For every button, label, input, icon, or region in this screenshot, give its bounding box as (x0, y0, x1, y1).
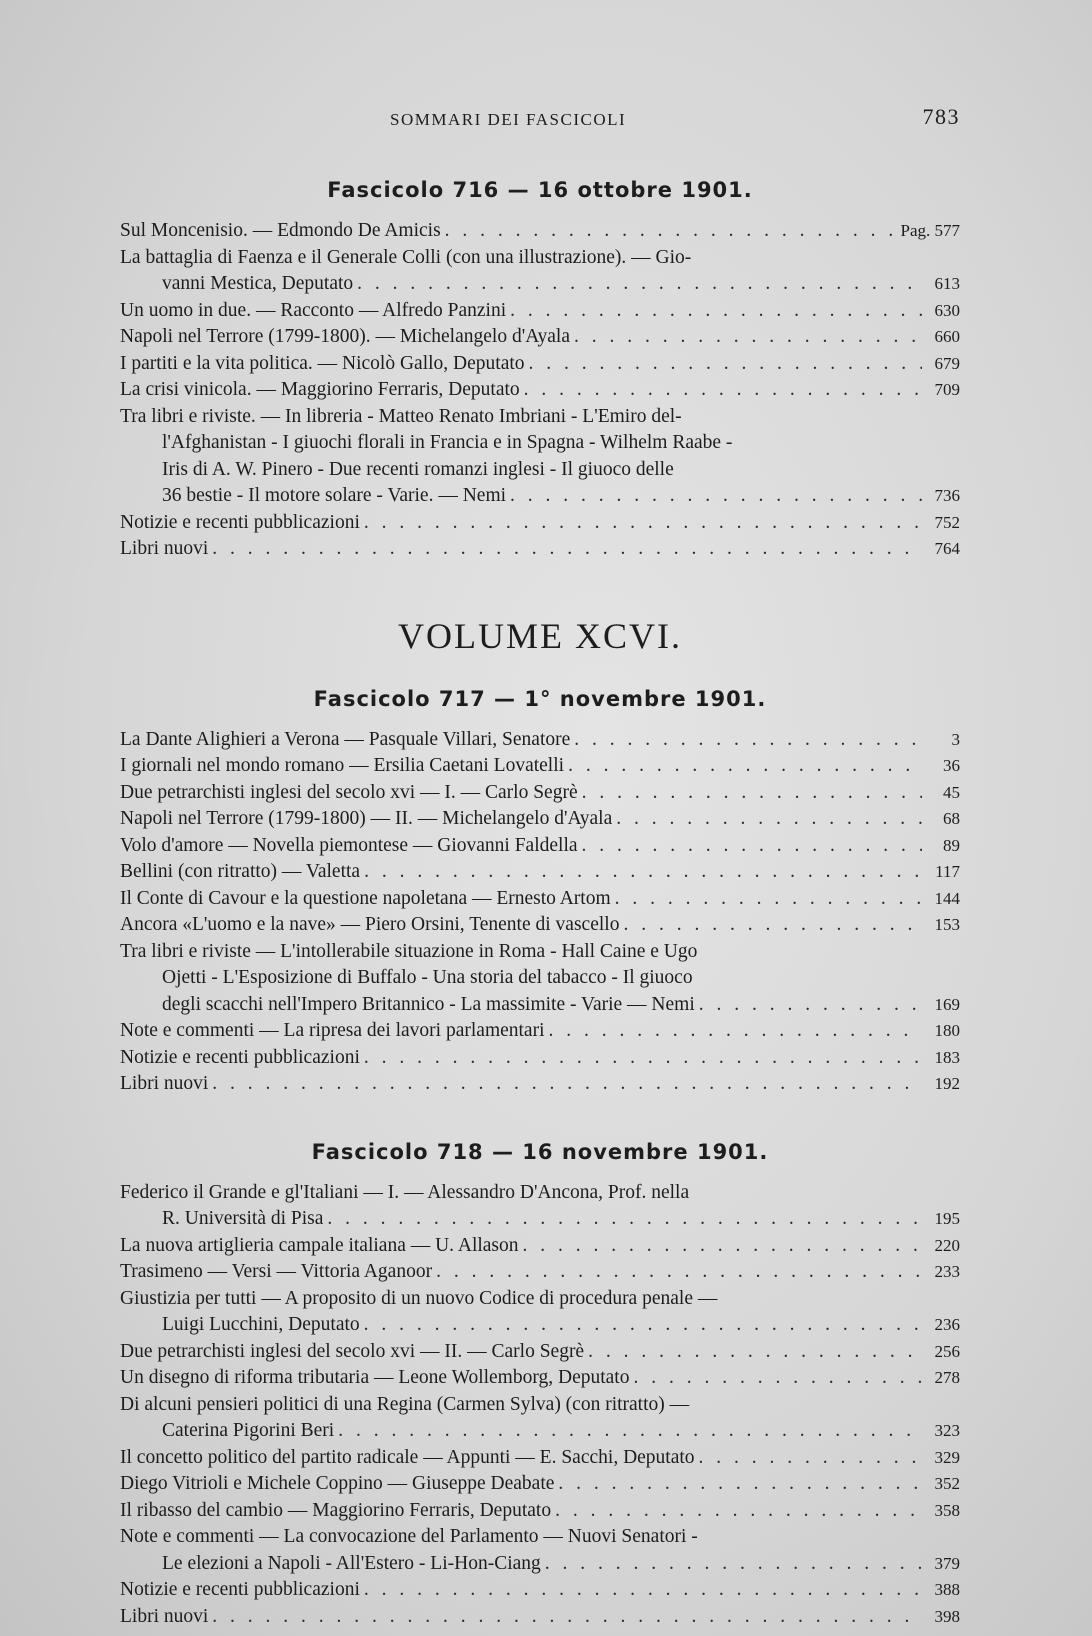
dot-leader (364, 859, 922, 886)
dot-leader (212, 1604, 922, 1631)
toc-entry (120, 886, 960, 913)
dot-leader (510, 483, 922, 510)
entry-page-number: 195 (934, 1209, 960, 1228)
dot-leader (549, 1018, 923, 1045)
dot-leader (558, 1471, 922, 1498)
dot-leader (574, 324, 922, 351)
toc-entry (120, 1365, 960, 1392)
entry-text: I partiti e la vita politica. — Nicolò Gallo, Deputato (120, 352, 525, 374)
entry-page-number: 660 (934, 327, 960, 346)
toc-entry (120, 1045, 960, 1072)
dot-leader (524, 377, 922, 404)
dot-leader (633, 1365, 922, 1392)
entry-text: Notizie e recenti pubblicazioni (120, 1046, 360, 1068)
entry-text: Libri nuovi (120, 1073, 209, 1094)
entry-text: Tra libri e riviste — L'intollerabile situazione in Roma - Hall Caine e Ugo (120, 940, 698, 962)
toc-entry (120, 833, 960, 860)
entry-page-number: 388 (934, 1580, 960, 1599)
entry-page-number: 180 (934, 1021, 960, 1040)
entry-text: l'Afghanistan - I giuochi florali in Francia e in Spagna - Wilhelm Raabe - (162, 432, 733, 453)
toc-entry (120, 1392, 960, 1445)
dot-leader (364, 510, 922, 537)
entry-page-number: 45 (943, 782, 960, 802)
entry-text: Libri nuovi (120, 1605, 209, 1627)
entry-text: Napoli nel Terrore (1799-1800). — Michelangelo d'Ayala (120, 326, 570, 347)
fascicolo-heading: Fascicolo 718 — 16 novembre 1901. (311, 1139, 769, 1164)
entry-page-number: 329 (934, 1447, 960, 1467)
dot-leader (364, 1312, 922, 1339)
entry-page-number: 352 (934, 1474, 960, 1493)
entry-page-number: 220 (934, 1235, 960, 1255)
entry-text: I giornali nel mondo romano — Ersilia Caetani Lovatelli (120, 755, 565, 776)
toc-entry (120, 377, 960, 404)
toc-list (120, 218, 960, 563)
dot-leader (445, 218, 897, 245)
entry-text: Libri nuovi (120, 538, 209, 559)
entry-text: La battaglia di Faenza e il Generale Colli (con una illustrazione). — Gio- (120, 246, 692, 268)
toc-entry (120, 1286, 960, 1339)
toc-list (120, 1180, 960, 1631)
entry-page-number: 169 (934, 994, 960, 1014)
entry-page-number: 236 (934, 1315, 960, 1334)
entry-page-number: 679 (934, 353, 960, 373)
entry-page-number: 736 (934, 486, 960, 505)
dot-leader (545, 1551, 922, 1578)
fascicolo-heading: Fascicolo 717 — 1° novembre 1901. (313, 686, 767, 711)
volume-heading: VOLUME XCVI. (398, 615, 682, 656)
toc-entry (120, 939, 960, 1019)
entry-page-number: 379 (934, 1553, 960, 1573)
entry-text: Diego Vitrioli e Michele Coppino — Giuseppe Deabate (120, 1473, 555, 1494)
toc-entry (120, 404, 960, 510)
entry-text: Trasimeno — Versi — Vittoria Aganoor (120, 1261, 433, 1282)
entry-text: degli scacchi nell'Impero Britannico - La massimite - Varie — Nemi (162, 993, 695, 1015)
dot-leader (582, 833, 922, 860)
entry-page-number: 709 (934, 380, 960, 399)
toc-entry (120, 1524, 960, 1577)
entry-text: Federico il Grande e gl'Italiani — I. — Alessandro D'Ancona, Prof. nella (120, 1181, 690, 1203)
entry-page-number: 398 (934, 1606, 960, 1626)
entry-page-number: 183 (934, 1047, 960, 1067)
entry-text: Note e commenti — La ripresa dei lavori parlamentari (120, 1020, 545, 1041)
entry-text: Il concetto politico del partito radicale — Appunti — E. Sacchi, Deputato (120, 1446, 695, 1468)
entry-text: Il ribasso del cambio — Maggiorino Ferraris, Deputato (120, 1499, 552, 1521)
dot-leader (582, 780, 922, 807)
entry-text: Tra libri e riviste. — In libreria - Matteo Renato Imbriani - L'Emiro del- (120, 405, 682, 427)
entry-text: Note e commenti — La convocazione del Parlamento — Nuovi Senatori - (120, 1526, 698, 1547)
entry-text: Un disegno di riforma tributaria — Leone Wollemborg, Deputato (120, 1367, 630, 1388)
entry-text: Giustizia per tutti — A proposito di un nuovo Codice di procedura penale — (120, 1287, 718, 1309)
toc-entry (120, 753, 960, 780)
running-head (120, 0, 960, 178)
entry-text: 36 bestie - Il motore solare - Varie. — Nemi (162, 485, 507, 506)
entry-text: Di alcuni pensieri politici di una Regina (Carmen Sylva) (con ritratto) — (120, 1393, 690, 1415)
dot-leader (623, 912, 922, 939)
toc-entry (120, 1498, 960, 1525)
dot-leader (510, 298, 922, 325)
dot-leader (212, 536, 922, 563)
table-of-contents (120, 178, 960, 1630)
entry-text: Notizie e recenti pubblicazioni (120, 511, 360, 533)
entry-page-number: 68 (943, 809, 960, 828)
page-number: 783 (922, 104, 960, 129)
toc-entry (120, 1577, 960, 1604)
entry-page-number: 256 (934, 1341, 960, 1361)
dot-leader (357, 271, 922, 298)
entry-text: Iris di A. W. Pinero - Due recenti romanzi inglesi - Il giuoco delle (162, 458, 674, 480)
entry-text: Il Conte di Cavour e la questione napoletana — Ernesto Artom (120, 887, 611, 909)
entry-text: vanni Mestica, Deputato (162, 273, 354, 294)
entry-text: Due petrarchisti inglesi del secolo xvi — I. — Carlo Segrè (120, 781, 578, 803)
entry-text: Bellini (con ritratto) — Valetta (120, 861, 361, 882)
entry-page-number: 358 (934, 1500, 960, 1520)
entry-page-number: 323 (934, 1421, 960, 1440)
toc-entry (120, 1339, 960, 1366)
dot-leader (523, 1233, 922, 1260)
toc-entry (120, 1471, 960, 1498)
dot-leader (364, 1577, 922, 1604)
toc-entry (120, 1018, 960, 1045)
entry-text: Luigi Lucchini, Deputato (162, 1314, 360, 1335)
entry-text: R. Università di Pisa (162, 1208, 324, 1229)
toc-list (120, 727, 960, 1098)
toc-entry (120, 324, 960, 351)
entry-page-number: 89 (943, 835, 960, 855)
entry-text: La crisi vinicola. — Maggiorino Ferraris, Deputato (120, 379, 520, 400)
toc-entry (120, 780, 960, 807)
toc-entry (120, 1233, 960, 1260)
dot-leader (588, 1339, 922, 1366)
dot-leader (555, 1498, 922, 1525)
dot-leader (699, 1445, 922, 1472)
dot-leader (616, 806, 922, 833)
entry-text: Sul Moncenisio. — Edmondo De Amicis (120, 220, 441, 241)
entry-text: Le elezioni a Napoli - All'Estero - Li-Hon-Ciang (162, 1552, 541, 1574)
entry-text: Ojetti - L'Esposizione di Buffalo - Una storia del tabacco - Il giuoco (162, 967, 693, 988)
toc-entry (120, 727, 960, 754)
toc-entry (120, 351, 960, 378)
entry-page-number: 117 (935, 862, 960, 881)
toc-entry (120, 536, 960, 563)
entry-text: La nuova artiglieria campale italiana — U. Allason (120, 1234, 519, 1256)
entry-page-number: 192 (934, 1074, 960, 1093)
dot-leader (699, 992, 922, 1019)
toc-entry (120, 1604, 960, 1631)
entry-text: Ancora «L'uomo e la nave» — Piero Orsini, Tenente di vascello (120, 914, 620, 935)
dot-leader (574, 727, 922, 754)
entry-text: La Dante Alighieri a Verona — Pasquale Villari, Senatore (120, 728, 571, 750)
entry-text: Un uomo in due. — Racconto — Alfredo Panzini (120, 299, 507, 321)
dot-leader (327, 1206, 922, 1233)
entry-page-number: 764 (934, 539, 960, 558)
dot-leader (615, 886, 922, 913)
entry-page-number: 278 (934, 1368, 960, 1387)
toc-entry (120, 859, 960, 886)
toc-entry (120, 245, 960, 298)
entry-page-number: Pag. 577 (900, 221, 960, 240)
toc-entry (120, 912, 960, 939)
toc-entry (120, 1259, 960, 1286)
toc-entry (120, 1180, 960, 1233)
entry-text: Due petrarchisti inglesi del secolo xvi — II. — Carlo Segrè (120, 1340, 585, 1362)
entry-page-number: 36 (943, 756, 960, 775)
entry-text: Caterina Pigorini Beri (162, 1420, 335, 1441)
dot-leader (568, 753, 922, 780)
dot-leader (529, 351, 922, 378)
toc-entry (120, 218, 960, 245)
entry-page-number: 233 (934, 1262, 960, 1281)
entry-page-number: 144 (934, 888, 960, 908)
entry-page-number: 630 (934, 300, 960, 320)
entry-text: Volo d'amore — Novella piemontese — Giovanni Faldella (120, 834, 578, 856)
running-head-title: SOMMARI DEI FASCICOLI (390, 110, 627, 129)
entry-page-number: 3 (951, 729, 960, 749)
dot-leader (338, 1418, 922, 1445)
entry-text: Notizie e recenti pubblicazioni (120, 1579, 360, 1600)
entry-text: Napoli nel Terrore (1799-1800) — II. — Michelangelo d'Ayala (120, 808, 613, 829)
dot-leader (436, 1259, 922, 1286)
entry-page-number: 613 (934, 274, 960, 293)
toc-entry (120, 806, 960, 833)
toc-entry (120, 1071, 960, 1098)
toc-entry (120, 298, 960, 325)
toc-entry (120, 510, 960, 537)
dot-leader (212, 1071, 922, 1098)
fascicolo-heading: Fascicolo 716 — 16 ottobre 1901. (327, 178, 753, 202)
entry-page-number: 752 (934, 512, 960, 532)
entry-page-number: 153 (934, 915, 960, 934)
toc-entry (120, 1445, 960, 1472)
dot-leader (364, 1045, 922, 1072)
